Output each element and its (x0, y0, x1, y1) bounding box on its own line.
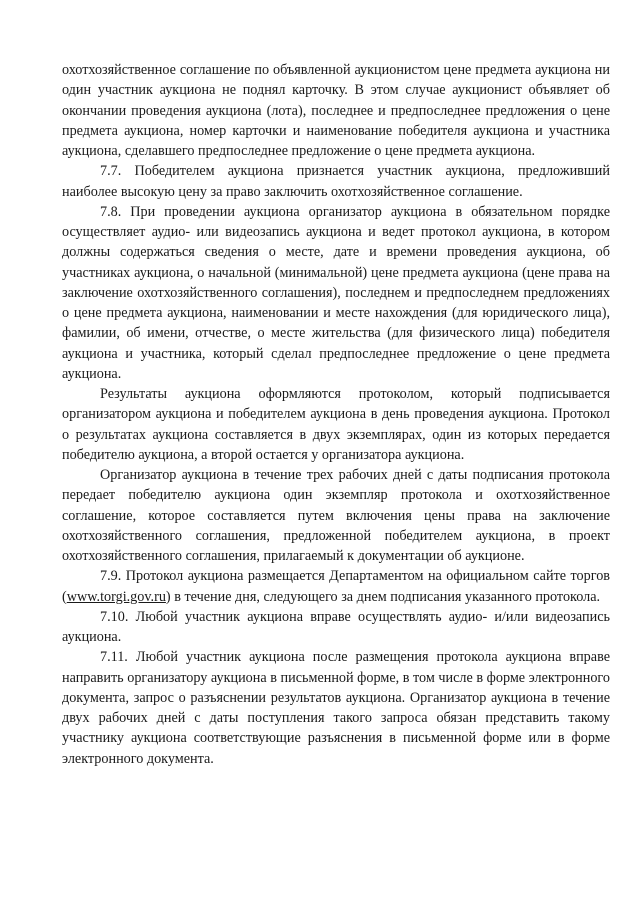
document-page (62, 60, 610, 769)
paragraph-7-9-text-before: 7.9. Протокол аукциона размещается Департаментом на официальном сайте торгов ( (62, 568, 610, 605)
paragraph-7-7: 7.7. Победителем аукциона признается участник аукциона, предложивший наиболее высокую цену за право заключить охотхозяйственное соглашение. (62, 163, 610, 200)
torgi-link[interactable]: www.torgi.gov.ru (66, 588, 166, 605)
paragraph-intro: охотхозяйственное соглашение по объявленной аукционистом цене предмета аукциона ни один участник аукциона не поднял карточку. В этом случае аукционист объявляет об окончании проведения аукциона (лота), последнее и предпоследнее предложения о цене предмета аукциона, номер карточки и наименование победителя аукциона и участника аукциона, сделавшего предпоследнее предложение о цене предмета аукциона. (62, 62, 610, 159)
paragraph-results: Результаты аукциона оформляются протоколом, который подписывается организатором аукциона и победителем аукциона в день проведения аукциона. Протокол о результатах аукциона составляется в двух экземплярах, один из которых передается победителю аукциона, а второй остается у организатора аукциона. (62, 386, 610, 463)
paragraph-7-8: 7.8. При проведении аукциона организатор аукциона в обязательном порядке осуществляет аудио- или видеозапись аукциона и ведет протокол аукциона, в котором должны содержаться сведения о месте, дате и времени проведения аукциона, об участниках аукциона, о начальной (минимальной) цене предмета аукциона (цене права на заключение охотхозяйственного соглашения), последнем и предпоследнем предложениях о цене предмета аукциона, наименовании и месте нахождения (для юридического лица), фамилии, об имени, отчестве, о месте жительства (для физического лица) победителя аукциона и участника, который сделал предпоследнее предложение о цене предмета аукциона. (62, 203, 610, 382)
paragraph-7-9-text-after: ) в течение дня, следующего за днем подписания указанного протокола. (165, 588, 601, 605)
paragraph-7-10: 7.10. Любой участник аукциона вправе осуществлять аудио- и/или видеозапись аукциона. (62, 608, 610, 645)
paragraph-7-11: 7.11. Любой участник аукциона после размещения протокола аукциона вправе направить организатору аукциона в письменной форме, в том числе в форме электронного документа, запрос о разъяснении результатов аукциона. Организатор аукциона в течение двух рабочих дней с даты поступления такого запроса обязан представить такому участнику аукциона соответствующие разъяснения в письменной форме или в форме электронного документа. (62, 649, 610, 767)
paragraph-organizer: Организатор аукциона в течение трех рабочих дней с даты подписания протокола передает победителю аукциона один экземпляр протокола и охотхозяйственное соглашение, которое составляется путем включения цены права на заключение охотхозяйственного соглашения, предложенной победителем аукциона, в проект охотхозяйственного соглашения, прилагаемый к документации об аукционе. (62, 467, 610, 564)
paragraph-7-9 (62, 566, 610, 607)
